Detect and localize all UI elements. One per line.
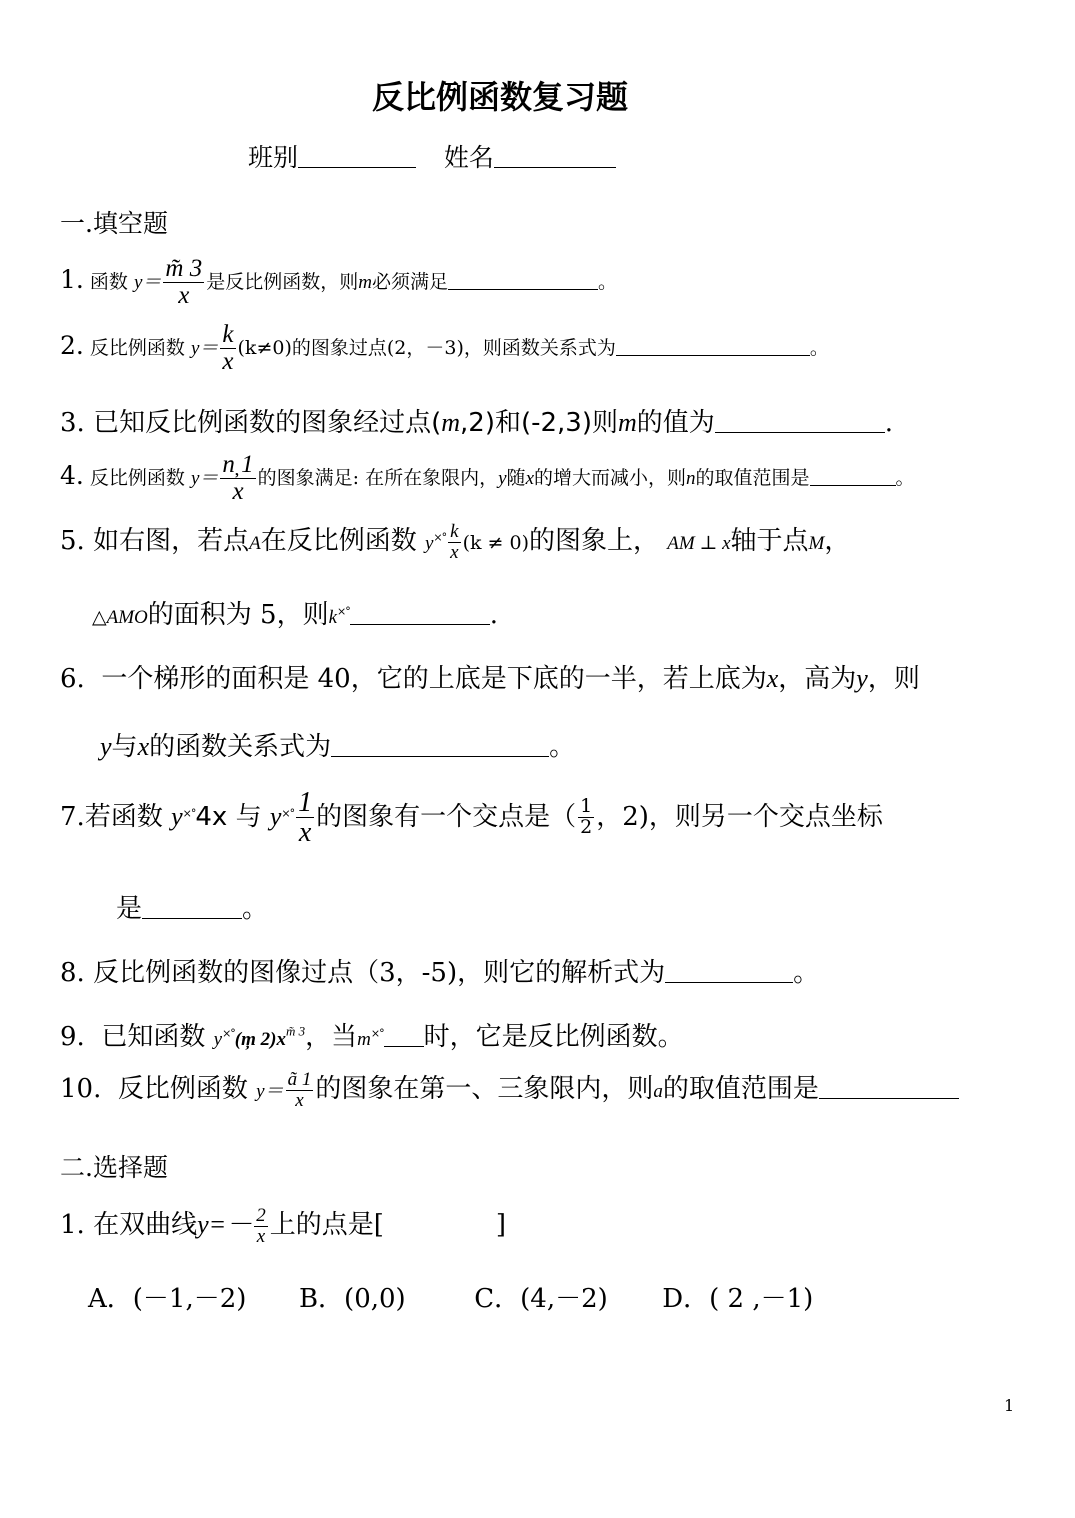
q7-var-y2: y — [269, 801, 282, 831]
question-6-line2 — [100, 726, 575, 763]
q7-mark2: ×° — [281, 806, 295, 820]
q5-perp: AM ⊥ x — [667, 533, 731, 554]
q4-text3: 随 — [506, 466, 526, 489]
q9-text3: 时，它是反比例函数。 — [423, 1022, 684, 1052]
q5-fraction — [448, 522, 460, 563]
q1-numerator: m̃ 3 — [165, 255, 203, 282]
q4-number: 4. — [60, 460, 84, 490]
q5-end: . — [489, 600, 499, 630]
question-6 — [60, 658, 920, 695]
q4-fraction — [220, 452, 255, 506]
q2-answer-blank[interactable] — [616, 354, 810, 356]
q5-text: 如右图，若点 — [93, 526, 250, 556]
q4-var-n: n — [686, 467, 696, 489]
q1-number: 1. — [60, 264, 84, 294]
q5-number: 5. — [60, 526, 85, 556]
q9-mark: ×° — [222, 1027, 235, 1040]
q3-end: . — [884, 408, 894, 438]
q10-denominator: x — [295, 1089, 304, 1111]
q6-text: 一个梯形的面积是 40，它的上底是下底的一半，若上底为 — [101, 664, 767, 694]
question-4 — [60, 452, 915, 506]
q1-text3: 必须满足 — [371, 270, 448, 293]
question-10 — [60, 1068, 959, 1110]
q7-denominator: x — [298, 817, 312, 849]
q1-var: m — [358, 271, 372, 293]
c1-option-b[interactable]: B．(0,0) — [298, 1284, 406, 1314]
q1-expr: y＝ — [133, 271, 162, 293]
class-label: 班别 — [248, 143, 299, 172]
q3-text: 已知反比例函数的图象经过点( — [93, 408, 442, 438]
q1-answer-blank[interactable] — [448, 288, 598, 290]
q4-denominator: x — [232, 478, 244, 506]
q8-answer-blank[interactable] — [665, 981, 793, 983]
q10-answer-blank[interactable] — [819, 1097, 959, 1099]
q7-var-y1: y — [171, 801, 183, 831]
q4-var-x: x — [525, 467, 534, 489]
q7-point-denominator: 2 — [580, 816, 593, 839]
q6-text2: ，高为 — [778, 664, 857, 694]
q2-text2: 的图象过点(2，－3)，则函数关系式为 — [291, 336, 616, 359]
c1-fraction — [254, 1206, 268, 1247]
c1-option-a[interactable]: A．(－1,－2) — [88, 1284, 247, 1314]
q2-end: 。 — [809, 336, 829, 359]
q7-point-fraction — [578, 797, 594, 838]
q5-text6: 的面积为 5，则 — [147, 600, 329, 630]
q10-text2: 的图象在第一、三象限内，则 — [315, 1074, 654, 1104]
choice-question-1 — [60, 1204, 506, 1246]
q1-denominator: x — [178, 282, 190, 310]
q9-var-m: m — [357, 1029, 371, 1050]
q4-answer-blank[interactable] — [810, 484, 896, 486]
q7-text4: ，2)，则另一个交点坐标 — [596, 801, 883, 832]
q4-end: 。 — [895, 466, 915, 489]
q10-text: 反比例函数 — [117, 1074, 248, 1104]
q7-fraction — [296, 788, 314, 848]
q8-number: 8. — [60, 958, 85, 988]
q8-end: 。 — [793, 958, 820, 988]
q7-mark: ×° — [182, 806, 196, 820]
q4-expr: y＝ — [190, 467, 219, 489]
q1-end: 。 — [597, 270, 617, 293]
q9-expr: (m̦ 2)x — [234, 1029, 286, 1050]
q2-text: 反比例函数 — [89, 336, 185, 359]
q6-text3: ，则 — [867, 664, 920, 694]
q7-end: 。 — [242, 894, 269, 924]
q5-text4: 轴于点 — [730, 526, 809, 556]
q4-text: 反比例函数 — [89, 466, 185, 489]
student-info — [248, 138, 616, 174]
q10-expr: y＝ — [256, 1081, 284, 1102]
q4-numerator: n̦ 1 — [222, 451, 254, 478]
q7-text: 若函数 — [84, 801, 163, 832]
q1-text: 函数 — [89, 270, 128, 293]
q2-condition: (k≠0) — [237, 336, 292, 359]
q4-text2: 的图象满足: 在所在象限内， — [257, 466, 499, 489]
page-number: 1 — [1004, 1396, 1015, 1415]
q3-var2: m — [617, 408, 637, 437]
q5-text3: 的图象上， — [529, 526, 660, 556]
q5-text2: 在反比例函数 — [260, 526, 417, 556]
q6-var-x: x — [766, 664, 779, 693]
q10-text3: 的取值范围是 — [662, 1074, 819, 1104]
section-fill-heading: 一.填空题 — [60, 209, 168, 238]
q9-number: 9. — [60, 1022, 85, 1052]
q7-answer-blank[interactable] — [142, 917, 242, 919]
q2-fraction — [220, 322, 235, 376]
q7-numerator: 1 — [298, 787, 313, 818]
q5-var-m: M — [808, 533, 825, 554]
q6-var-y: y — [856, 664, 868, 693]
c1-numerator: 2 — [256, 1204, 266, 1226]
q5-answer-blank[interactable] — [350, 623, 490, 625]
q5-text5: ， — [824, 526, 851, 556]
question-7 — [60, 788, 883, 848]
q9-text: 已知函数 — [101, 1022, 206, 1052]
question-9 — [60, 1016, 684, 1053]
q5-var-a: A — [249, 533, 261, 554]
q5-denominator: x — [450, 541, 459, 563]
question-5 — [60, 520, 850, 562]
q4-text4: 的增大而减小，则 — [534, 466, 687, 489]
q1-text2: 是反比例函数，则 — [206, 270, 359, 293]
q5-triangle: △AMO — [92, 607, 148, 628]
page-title: 反比例函数复习题 — [371, 78, 628, 116]
name-label: 姓名 — [443, 143, 494, 172]
q10-numerator: ã 1 — [287, 1068, 312, 1090]
q2-number: 2. — [60, 330, 84, 360]
q6-text5: 的函数关系式为 — [149, 732, 332, 762]
question-2 — [60, 322, 829, 376]
question-7-line2 — [116, 888, 268, 925]
name-blank[interactable] — [494, 166, 616, 168]
q6-number: 6. — [60, 664, 85, 694]
q9-mark2: ×° — [370, 1027, 384, 1040]
q5-mark: ×° — [433, 531, 447, 544]
q6-answer-blank[interactable] — [331, 755, 549, 757]
q10-number: 10. — [60, 1074, 102, 1104]
c1-text: 在双曲线 — [93, 1210, 198, 1240]
q5-var-y: y — [424, 533, 434, 554]
q1-fraction — [163, 256, 204, 310]
q7-expr: 4x — [195, 801, 228, 832]
q5-mark2: ×° — [337, 605, 350, 618]
c1-close-bracket: ] — [495, 1210, 506, 1240]
c1-options — [88, 1278, 813, 1315]
q2-numerator: k — [222, 321, 234, 348]
c1-option-c[interactable]: C．(4,－2) — [474, 1284, 608, 1314]
q9-exponent: m̃ 3 — [285, 1023, 306, 1039]
q5-var-k: k — [328, 607, 338, 628]
c1-denominator: x — [256, 1225, 266, 1247]
c1-option-d[interactable]: D．( 2 ,－1) — [662, 1284, 814, 1314]
q5-numerator: k — [450, 520, 459, 542]
c1-expr: y=－ — [197, 1210, 253, 1239]
q3-text3: 的值为 — [636, 408, 715, 438]
q5-condition: (k ≠ 0) — [462, 532, 530, 554]
question-3 — [60, 402, 893, 439]
q6-var-x2: x — [137, 732, 150, 761]
q9-var-y: y — [213, 1029, 223, 1050]
q8-text: 反比例函数的图像过点（3，-5)，则它的解析式为 — [93, 958, 666, 988]
class-blank[interactable] — [298, 166, 416, 168]
q7-point-numerator: 1 — [580, 795, 593, 818]
q3-text2: ,2)和(-2,3)则 — [460, 408, 618, 438]
c1-text2: 上的点是[ — [269, 1210, 384, 1240]
q10-var-a: a — [653, 1081, 663, 1102]
section-choice-heading: 二.选择题 — [60, 1153, 168, 1182]
q7-number: 7. — [60, 801, 85, 832]
q3-answer-blank[interactable] — [715, 431, 885, 433]
c1-number: 1. — [60, 1210, 85, 1240]
q3-number: 3. — [60, 408, 85, 438]
q9-answer-blank[interactable] — [384, 1045, 424, 1047]
q6-var-y2: y — [100, 732, 112, 761]
q2-denominator: x — [222, 348, 234, 376]
q7-text3: 的图象有一个交点是（ — [316, 801, 577, 832]
q6-end: 。 — [549, 732, 576, 762]
q4-text5: 的取值范围是 — [695, 466, 810, 489]
question-8 — [60, 952, 819, 989]
question-5-line2 — [92, 594, 498, 631]
q6-text4: 与 — [111, 732, 138, 762]
q9-text2: ，当 — [305, 1022, 358, 1052]
q3-var: m — [441, 408, 461, 437]
q7-text5: 是 — [116, 894, 143, 924]
q10-fraction — [286, 1070, 314, 1111]
question-1 — [60, 256, 617, 310]
q7-text2: 与 — [235, 801, 262, 832]
q2-expr: y＝ — [190, 337, 219, 359]
q4-var-y: y — [498, 467, 507, 489]
